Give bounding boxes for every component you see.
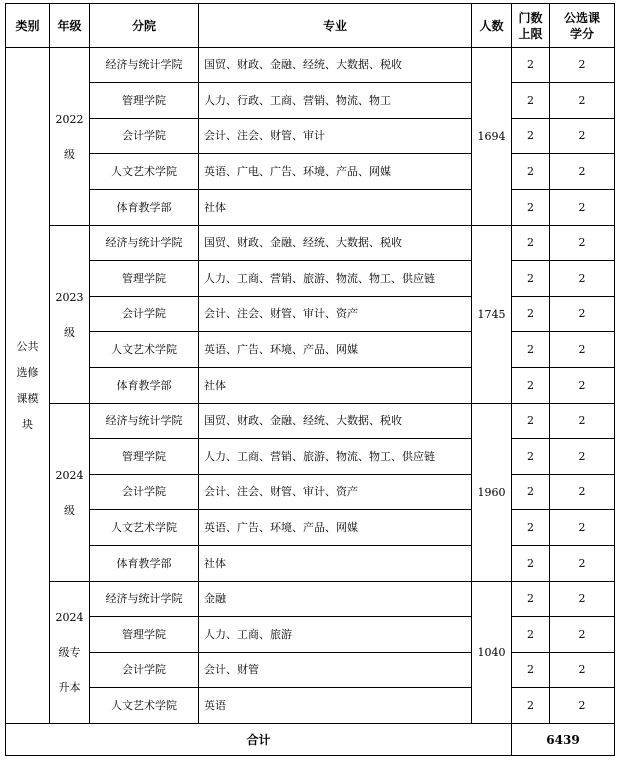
table-body xyxy=(6,48,615,756)
grade-grade-line2: 级 xyxy=(64,325,75,339)
table-row xyxy=(6,83,615,119)
college-cell: 经济与统计学院 xyxy=(90,404,199,439)
count-cell: 1040 xyxy=(472,582,512,724)
college-cell: 经济与统计学院 xyxy=(90,582,199,617)
grade-grade-line1: 2024 xyxy=(55,611,84,624)
college-cell: 人文艺术学院 xyxy=(90,688,199,724)
grade-grade-line1: 2024 xyxy=(55,468,84,482)
table-row xyxy=(6,226,615,261)
limit-cell: 2 xyxy=(512,582,550,617)
count-cell: 1960 xyxy=(472,404,512,582)
grade-grade-line2: 级专 xyxy=(58,646,81,659)
college-cell: 经济与统计学院 xyxy=(90,48,199,83)
major-cell: 英语、广告、环境、产品、网媒 xyxy=(199,510,472,546)
credit-cell: 2 xyxy=(550,617,615,653)
limit-cell: 2 xyxy=(512,83,550,119)
college-cell: 人文艺术学院 xyxy=(90,332,199,368)
table-row xyxy=(6,190,615,226)
header-grade: 年级 xyxy=(50,4,90,48)
credit-cell: 2 xyxy=(550,154,615,190)
credit-cell: 2 xyxy=(550,475,615,510)
major-cell: 社体 xyxy=(199,546,472,582)
limit-cell: 2 xyxy=(512,439,550,475)
category-line4: 块 xyxy=(22,417,33,431)
college-cell: 会计学院 xyxy=(90,297,199,332)
count-cell: 1694 xyxy=(472,48,512,226)
header-credit xyxy=(550,4,615,48)
credit-cell: 2 xyxy=(550,48,615,83)
grade-cell xyxy=(50,226,90,404)
table-row xyxy=(6,119,615,154)
credit-cell: 2 xyxy=(550,582,615,617)
major-cell: 英语、广电、广告、环境、产品、网媒 xyxy=(199,154,472,190)
major-cell: 会计、注会、财管、审计 xyxy=(199,119,472,154)
major-cell: 国贸、财政、金融、经统、大数据、税收 xyxy=(199,48,472,83)
limit-cell: 2 xyxy=(512,510,550,546)
total-value: 6439 xyxy=(512,724,615,756)
limit-cell: 2 xyxy=(512,261,550,297)
limit-cell: 2 xyxy=(512,190,550,226)
table-row xyxy=(6,510,615,546)
college-cell: 经济与统计学院 xyxy=(90,226,199,261)
college-cell: 体育教学部 xyxy=(90,368,199,404)
limit-cell: 2 xyxy=(512,226,550,261)
major-cell: 国贸、财政、金融、经统、大数据、税收 xyxy=(199,226,472,261)
total-row xyxy=(6,724,615,756)
limit-cell: 2 xyxy=(512,653,550,688)
grade-grade-line1: 2023 xyxy=(55,290,84,304)
table-row xyxy=(6,297,615,332)
table-row xyxy=(6,368,615,404)
major-cell: 会计、财管 xyxy=(199,653,472,688)
limit-cell: 2 xyxy=(512,404,550,439)
header-credit-line1: 公选课 xyxy=(563,10,600,25)
table-row xyxy=(6,404,615,439)
table-row xyxy=(6,332,615,368)
college-cell: 体育教学部 xyxy=(90,546,199,582)
grade-cell xyxy=(50,582,90,724)
table-row xyxy=(6,261,615,297)
limit-cell: 2 xyxy=(512,546,550,582)
category-line2: 选修 xyxy=(16,365,39,379)
college-cell: 会计学院 xyxy=(90,475,199,510)
header-category: 类别 xyxy=(6,4,50,48)
major-cell: 国贸、财政、金融、经统、大数据、税收 xyxy=(199,404,472,439)
grade-grade-line1: 2022 xyxy=(55,112,84,126)
header-limit-line1: 门数 xyxy=(518,10,543,25)
grade-cell xyxy=(50,404,90,582)
header-row xyxy=(6,4,615,48)
limit-cell: 2 xyxy=(512,119,550,154)
limit-cell: 2 xyxy=(512,154,550,190)
college-cell: 人文艺术学院 xyxy=(90,510,199,546)
college-cell: 管理学院 xyxy=(90,617,199,653)
category-line3: 课模 xyxy=(16,391,39,405)
table-row xyxy=(6,154,615,190)
header-count: 人数 xyxy=(472,4,512,48)
grade-cell xyxy=(50,48,90,226)
major-cell: 金融 xyxy=(199,582,472,617)
total-label: 合计 xyxy=(6,724,512,756)
credit-cell: 2 xyxy=(550,404,615,439)
college-cell: 人文艺术学院 xyxy=(90,154,199,190)
table-row xyxy=(6,439,615,475)
header-limit xyxy=(512,4,550,48)
credit-cell: 2 xyxy=(550,226,615,261)
table-row xyxy=(6,653,615,688)
grade-grade-line2: 级 xyxy=(64,503,75,517)
limit-cell: 2 xyxy=(512,332,550,368)
credit-cell: 2 xyxy=(550,83,615,119)
limit-cell: 2 xyxy=(512,688,550,724)
limit-cell: 2 xyxy=(512,617,550,653)
major-cell: 英语、广告、环境、产品、网媒 xyxy=(199,332,472,368)
credit-cell: 2 xyxy=(550,546,615,582)
category-line1: 公共 xyxy=(16,339,39,353)
college-cell: 体育教学部 xyxy=(90,190,199,226)
credit-cell: 2 xyxy=(550,119,615,154)
credit-cell: 2 xyxy=(550,297,615,332)
credit-cell: 2 xyxy=(550,332,615,368)
table-row xyxy=(6,617,615,653)
count-cell: 1745 xyxy=(472,226,512,404)
limit-cell: 2 xyxy=(512,475,550,510)
header-credit-line2: 学分 xyxy=(569,26,594,41)
major-cell: 人力、工商、营销、旅游、物流、物工、供应链 xyxy=(199,261,472,297)
limit-cell: 2 xyxy=(512,368,550,404)
header-major: 专业 xyxy=(199,4,472,48)
table-row xyxy=(6,48,615,83)
college-cell: 管理学院 xyxy=(90,439,199,475)
course-allocation-table xyxy=(5,3,615,756)
major-cell: 人力、工商、营销、旅游、物流、物工、供应链 xyxy=(199,439,472,475)
college-cell: 会计学院 xyxy=(90,653,199,688)
limit-cell: 2 xyxy=(512,297,550,332)
header-college: 分院 xyxy=(90,4,199,48)
table-row xyxy=(6,546,615,582)
category-cell xyxy=(6,48,50,724)
table-row xyxy=(6,688,615,724)
major-cell: 人力、行政、工商、营销、物流、物工 xyxy=(199,83,472,119)
college-cell: 会计学院 xyxy=(90,119,199,154)
credit-cell: 2 xyxy=(550,190,615,226)
college-cell: 管理学院 xyxy=(90,261,199,297)
credit-cell: 2 xyxy=(550,439,615,475)
major-cell: 社体 xyxy=(199,368,472,404)
header-limit-line2: 上限 xyxy=(518,26,543,41)
credit-cell: 2 xyxy=(550,261,615,297)
limit-cell: 2 xyxy=(512,48,550,83)
credit-cell: 2 xyxy=(550,368,615,404)
major-cell: 人力、工商、旅游 xyxy=(199,617,472,653)
credit-cell: 2 xyxy=(550,653,615,688)
grade-grade-line3: 升本 xyxy=(58,681,81,694)
table-row xyxy=(6,582,615,617)
major-cell: 社体 xyxy=(199,190,472,226)
table-row xyxy=(6,475,615,510)
college-cell: 管理学院 xyxy=(90,83,199,119)
grade-grade-line2: 级 xyxy=(64,147,75,161)
major-cell: 会计、注会、财管、审计、资产 xyxy=(199,475,472,510)
major-cell: 英语 xyxy=(199,688,472,724)
credit-cell: 2 xyxy=(550,510,615,546)
credit-cell: 2 xyxy=(550,688,615,724)
major-cell: 会计、注会、财管、审计、资产 xyxy=(199,297,472,332)
